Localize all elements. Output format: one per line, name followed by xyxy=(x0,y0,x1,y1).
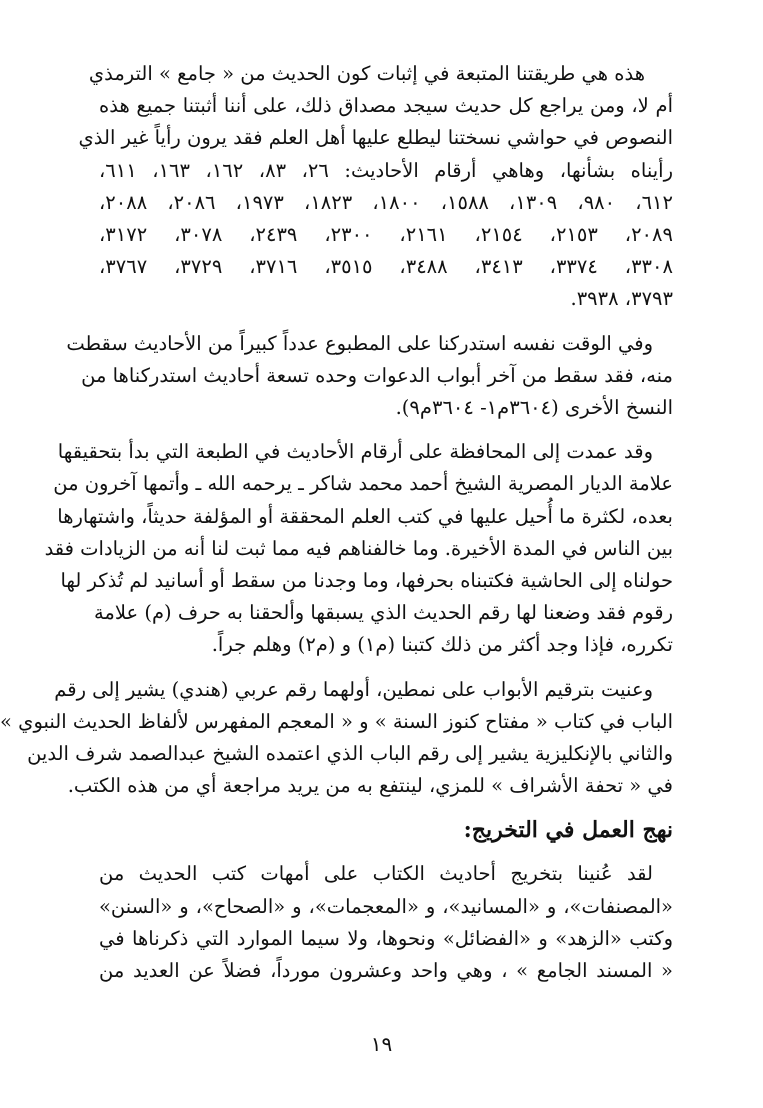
page-number: ١٩ xyxy=(370,1032,393,1056)
text-line: علامة الديار المصرية الشيخ أحمد محمد شاكر ـ يرحمه الله ـ وأتمها آخرون من xyxy=(53,472,673,496)
text-line: منه، فقد سقط من آخر أبواب الدعوات وحده تسعة أحاديث استدركناها من xyxy=(81,363,673,387)
text-line: تكرره، فإذا وجد أكثر من ذلك كتبنا (م١) و (م٢) وهلم جراً. xyxy=(211,633,673,657)
text-line: النصوص في حواشي نسختنا ليطلع عليها أهل العلم فقد يرون رأياً غير الذي xyxy=(78,126,673,150)
text-line: رأيناه بشأنها، وهاهي أرقام الأحاديث: ٢٦، ٨٣، ١٦٢، ١٦٣، ٦١١، xyxy=(99,158,673,182)
text-line: ٣٧٩٣، ٣٩٣٨. xyxy=(570,287,673,311)
text-line: بين الناس في المدة الأخيرة. وما خالفناهم فيه مما ثبت لنا أنه من الزيادات فقد xyxy=(44,536,673,560)
text-line: ٦١٢، ٩٨٠، ١٣٠٩، ١٥٨٨، ١٨٠٠، ١٨٢٣، ١٩٧٣، ٢٠٨٦، ٢٠٨٨، xyxy=(99,190,673,214)
paragraph-missing-hadiths xyxy=(66,328,673,425)
paragraph-numbering-preservation xyxy=(44,436,673,661)
text-line: «المصنفات»، و «المسانيد»، و «المعجمات»، و «الصحاح»، و «السنن» xyxy=(99,894,673,918)
paragraph-chapter-numbering xyxy=(0,674,673,803)
text-line: رقوم فقد وضعنا لها رقم الحديث الذي يسبقها وألحقنا به حرف (م) علامة xyxy=(93,601,673,625)
text-line: هذه هي طريقتنا المتبعة في إثبات كون الحديث من « جامع » الترمذي xyxy=(88,62,645,85)
paragraph-tirmidhi-method xyxy=(78,58,673,316)
text-line: أم لا، ومن يراجع كل حديث سيجد مصداق ذلك، على أننا أثبتنا جميع هذه xyxy=(99,94,673,118)
text-line: ٢٠٨٩، ٢١٥٣، ٢١٥٤، ٢١٦١، ٢٣٠٠، ٢٤٣٩، ٣٠٧٨، ٣١٧٢، xyxy=(99,223,673,247)
text-line: وعنيت بترقيم الأبواب على نمطين، أولهما رقم عربي (هندي) يشير إلى رقم xyxy=(54,677,653,701)
text-line: الباب في كتاب « مفتاح كنوز السنة » و « المعجم المفهرس لألفاظ الحديث النبوي » xyxy=(0,709,673,733)
text-line: ٣٣٠٨، ٣٣٧٤، ٣٤١٣، ٣٤٨٨، ٣٥١٥، ٣٧١٦، ٣٧٢٩، ٣٧٦٧، xyxy=(99,255,673,279)
text-line: « المسند الجامع » ، وهي واحد وعشرون مورداً، فضلاً عن العديد من xyxy=(99,959,673,983)
text-line: حولناه إلى الحاشية فكتبناه بحرفها، وما وجدنا من سقط أو أسانيد لم تُذكر لها xyxy=(60,569,673,593)
section-heading: نهج العمل في التخريج: xyxy=(463,817,673,844)
text-line: وقد عمدت إلى المحافظة على أرقام الأحاديث في الطبعة التي بدأ بتحقيقها xyxy=(57,440,653,464)
text-line: في « تحفة الأشراف » للمزي، لينتفع به من يريد مراجعة أي من هذه الكتب. xyxy=(67,774,673,798)
document-page xyxy=(0,58,673,999)
text-line: وكتب «الزهد» و «الفضائل» ونحوها، ولا سيما الموارد التي ذكرناها في xyxy=(99,926,673,950)
text-line: وفي الوقت نفسه استدركنا على المطبوع عدداً كبيراً من الأحاديث سقطت xyxy=(66,331,653,355)
text-line: النسخ الأخرى (٣٦٠٤م١- ٣٦٠٤م٩). xyxy=(395,396,673,420)
paragraph-takhrij xyxy=(99,858,673,987)
text-line: بعده، لكثرة ما أُحيل عليها في كتب العلم المحققة أو المؤلفة حديثاً، واشتهارها xyxy=(57,504,673,528)
text-line: والثاني بالإنكليزية يشير إلى رقم الباب الذي اعتمده الشيخ عبدالصمد شرف الدين xyxy=(27,742,673,766)
text-line: لقد عُنينا بتخريج أحاديث الكتاب على أمهات كتب الحديث من xyxy=(99,862,653,886)
